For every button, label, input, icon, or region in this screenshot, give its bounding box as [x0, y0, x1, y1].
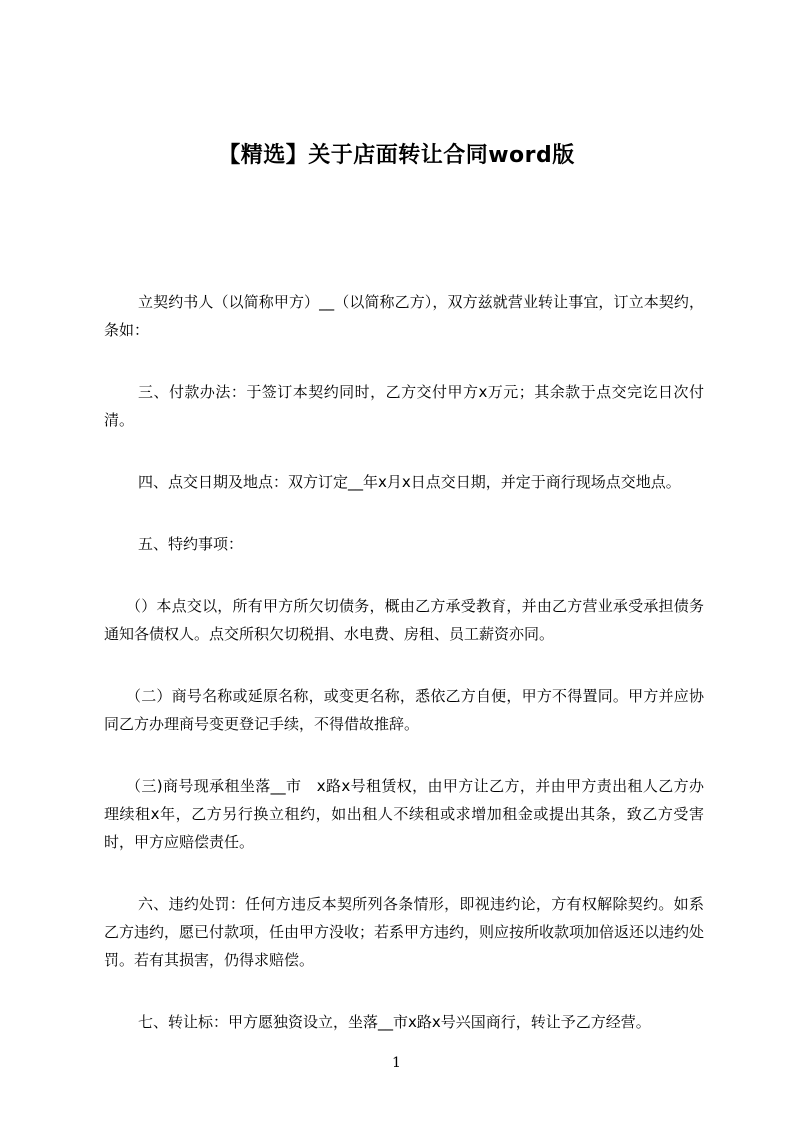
- paragraph-special-term-2: （二）商号名称或延原名称，或变更名称，悉依乙方自便，甲方不得置同。甲方并应协同乙方办理商号变更登记手续，不得借故推辞。: [104, 687, 704, 733]
- paragraph-preamble: 立契约书人（以简称甲方）__（以简称乙方），双方兹就营业转让事宜，订立本契约，条如：: [104, 293, 704, 339]
- paragraph-special-term-3: （三)商号现承租坐落__市 x路x号租赁权，由甲方让乙方，并由甲方责出租人乙方办理续租x年，乙方另行换立租约，如出租人不续租或求增加租金或提出其条，致乙方受害时，甲方应赔偿责任。: [104, 777, 704, 851]
- page-number: 1: [392, 1055, 401, 1071]
- paragraph-payment: 三、付款办法：于签订本契约同时，乙方交付甲方x万元；其余款于点交完讫日次付清。: [104, 383, 704, 429]
- paragraph-transfer-subject: 七、转让标：甲方愿独资设立，坐落__市x路x号兴国商行，转让予乙方经营。: [138, 1013, 651, 1031]
- document-body: [104, 288, 704, 1070]
- paragraph-special-term-1: （）本点交以，所有甲方所欠切债务，概由乙方承受教育，并由乙方营业承受承担债务通知各债权人。点交所积欠切税捐、水电费、房租、员工薪资亦同。: [104, 597, 704, 643]
- paragraph-handover-date: 四、点交日期及地点：双方订定__年x月x日点交日期，并定于商行现场点交地点。: [138, 473, 681, 491]
- paragraph-breach-penalty: 六、违约处罚：任何方违反本契所列各条情形，即视违约论，方有权解除契约。如系乙方违约，愿已付款项，任由甲方没收；若系甲方违约，则应按所收款项加倍返还以违约处罚。若有其损害，仍得求赔偿。: [104, 895, 705, 969]
- paragraph-special-terms-heading: 五、特约事项：: [138, 535, 244, 553]
- document-title: 【精选】关于店面转让合同word版: [218, 143, 575, 168]
